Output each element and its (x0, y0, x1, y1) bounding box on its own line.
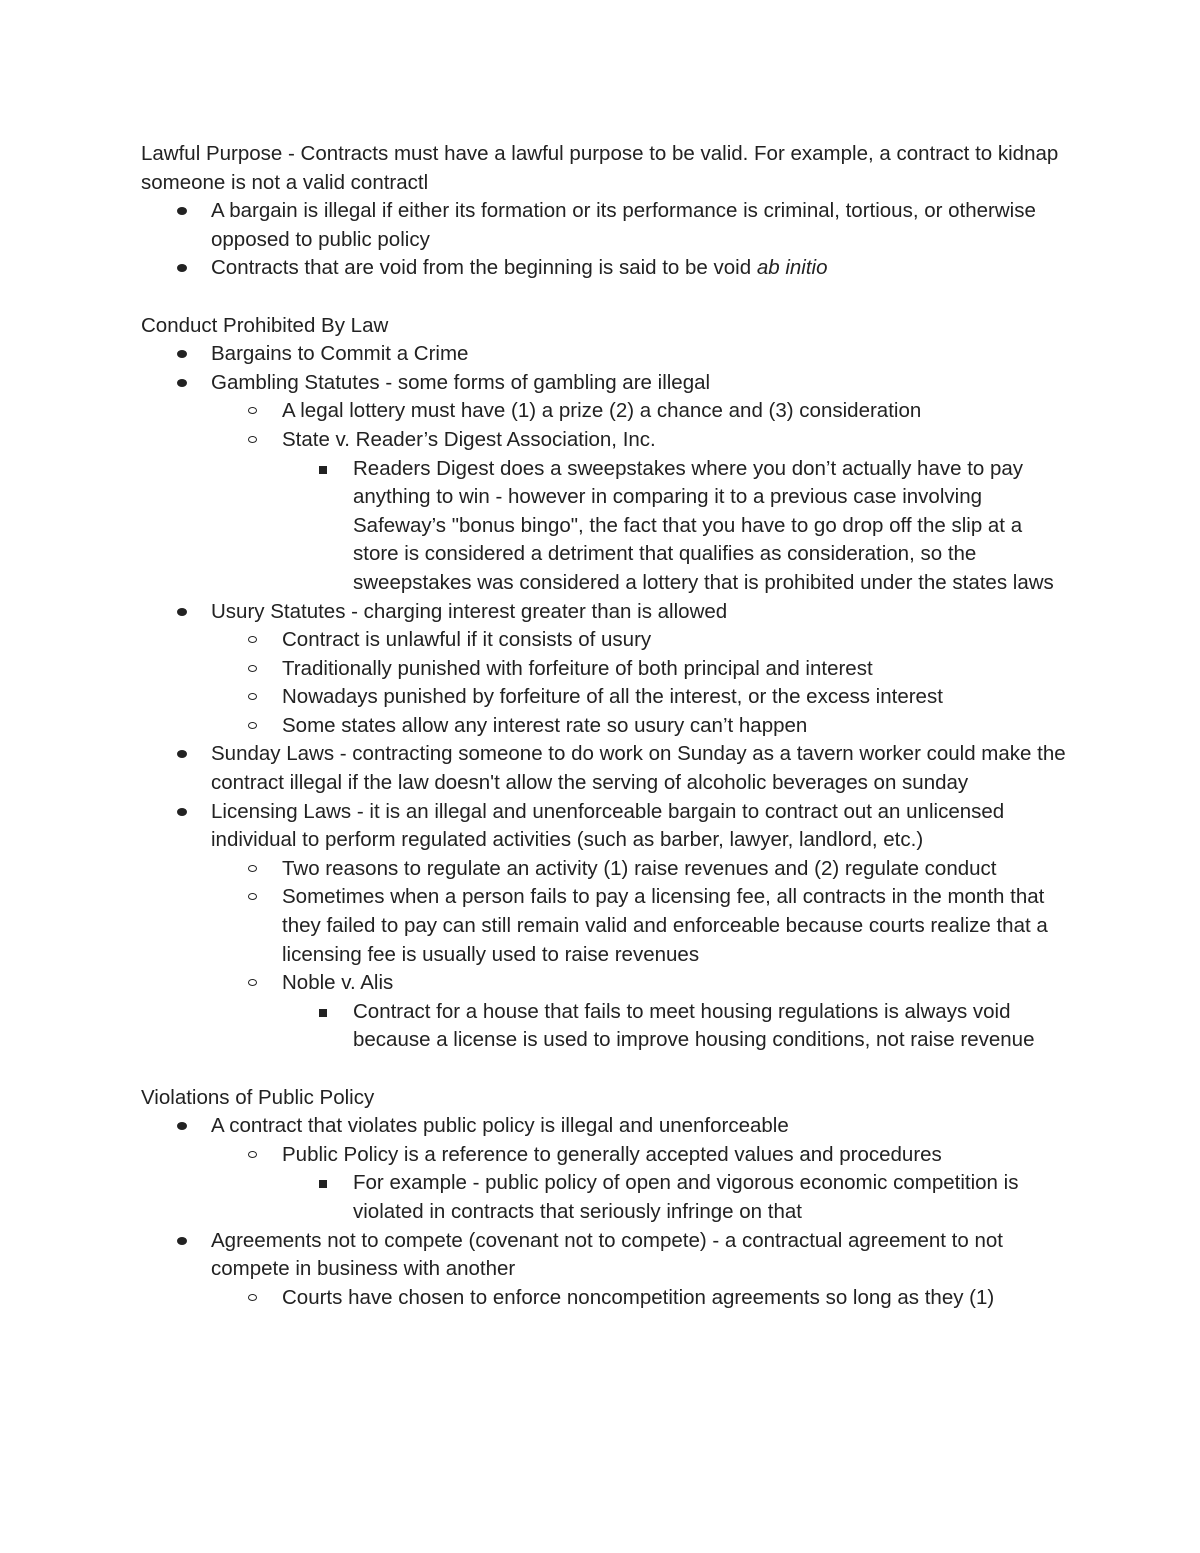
bullet-circle-icon (248, 893, 257, 900)
case2-sublist (141, 998, 1071, 1055)
list-item-text: Contracts that are void from the beginning is said to be void (211, 256, 757, 280)
bullet-circle-icon (248, 722, 257, 729)
bullet-circle-icon (248, 665, 257, 672)
bullet-circle-icon (248, 865, 257, 872)
bullet-square-icon (319, 1180, 327, 1188)
section-heading-conduct: Conduct Prohibited By Law (141, 313, 389, 337)
bullet-disc-icon (177, 264, 187, 272)
list-item (141, 655, 1071, 684)
list-item (141, 397, 1071, 426)
list-item-text: A legal lottery must have (1) a prize (2) a chance and (3) consideration (282, 399, 922, 423)
spacer (141, 283, 1071, 312)
section-heading-policy: Violations of Public Policy (141, 1085, 375, 1109)
bullet-disc-icon (177, 608, 187, 616)
list-item (141, 1112, 1071, 1141)
list-item-text: A bargain is illegal if either its formation or its performance is criminal, tortious, or otherwise opposed to public policy (211, 199, 1036, 251)
list-item (141, 426, 1071, 455)
list-item (141, 626, 1071, 655)
lawful-purpose-list (141, 197, 1071, 283)
list-item (141, 969, 1071, 998)
noncompete-list (141, 1227, 1071, 1284)
list-item-text: Nowadays punished by forfeiture of all the interest, or the excess interest (282, 685, 943, 709)
list-item (141, 1227, 1071, 1284)
case1-sublist (141, 455, 1071, 598)
bullet-circle-icon (248, 636, 257, 643)
list-item-text: Bargains to Commit a Crime (211, 342, 469, 366)
noncompete-sublist (141, 1284, 1071, 1313)
list-item (141, 197, 1071, 254)
gambling-sublist (141, 397, 1071, 454)
bullet-disc-icon (177, 207, 187, 215)
list-item-text: Public Policy is a reference to generally accepted values and procedures (282, 1142, 942, 1166)
policy-sublist (141, 1141, 1071, 1170)
spacer (141, 1055, 1071, 1084)
list-item (141, 254, 1071, 283)
list-item (141, 455, 1071, 598)
list-item (141, 369, 1071, 398)
list-item (141, 340, 1071, 369)
licensing-sublist (141, 855, 1071, 998)
list-item-text: Contract for a house that fails to meet housing regulations is always void because a license is used to improve housing conditions, not raise revenue (353, 999, 1035, 1052)
bullet-circle-icon (248, 1151, 257, 1158)
list-item-text: Licensing Laws - it is an illegal and unenforceable bargain to contract out an unlicensed individual to perform regulated activities (such as barber, lawyer, landlord, etc.) (211, 799, 1005, 852)
policy-list (141, 1112, 1071, 1141)
case-name: State v. Reader’s Digest Association, Inc. (282, 427, 656, 451)
list-item-text: Contract is unlawful if it consists of usury (282, 628, 652, 652)
document-body (141, 140, 1071, 1312)
list-item-text: Agreements not to compete (covenant not to compete) - a contractual agreement to not compete in business with another (211, 1228, 1003, 1281)
bullet-circle-icon (248, 407, 257, 414)
bullet-disc-icon (177, 808, 187, 816)
list-item (141, 1169, 1071, 1226)
bullet-circle-icon (248, 693, 257, 700)
bullet-disc-icon (177, 1237, 187, 1245)
case-name: Noble v. Alis (282, 971, 394, 995)
list-item-text: A contract that violates public policy is illegal and unenforceable (211, 1114, 789, 1138)
list-item (141, 683, 1071, 712)
list-item-text: For example - public policy of open and vigorous economic competition is violated in contracts that seriously infringe on that (353, 1171, 1019, 1223)
list-item-text: Gambling Statutes - some forms of gambling are illegal (211, 370, 711, 394)
list-item (141, 712, 1071, 741)
list-item (141, 998, 1071, 1055)
list-item-text: Some states allow any interest rate so usury can’t happen (282, 713, 808, 737)
policy-subsublist (141, 1169, 1071, 1226)
list-item (141, 855, 1071, 884)
lawful-purpose-intro: Lawful Purpose - Contracts must have a lawful purpose to be valid. For example, a contract to kidnap someone is not a valid contractl (141, 142, 1059, 194)
usury-sublist (141, 626, 1071, 740)
bullet-circle-icon (248, 436, 257, 443)
list-item-text: Two reasons to regulate an activity (1) raise revenues and (2) regulate conduct (282, 856, 997, 880)
bullet-square-icon (319, 1009, 327, 1017)
list-item-text: Readers Digest does a sweepstakes where you don’t actually have to pay anything to win - however in comparing it to a previous case involving Safeway’s "bonus bingo", the fact that you have to go drop off the slip at a store is considered a detriment that qualifies as consideration, so the sweepstakes was considered a lottery that is prohibited under the states laws (353, 456, 1054, 594)
conduct-list (141, 340, 1071, 397)
list-item (141, 740, 1071, 797)
bullet-disc-icon (177, 350, 187, 358)
list-item-text: Sunday Laws - contracting someone to do work on Sunday as a tavern worker could make the contract illegal if the law doesn't allow the serving of alcoholic beverages on sunday (211, 742, 1066, 795)
list-item-text: Sometimes when a person fails to pay a licensing fee, all contracts in the month that they failed to pay can still remain valid and enforceable because courts realize that a licensing fee is usually used to raise revenues (282, 885, 1048, 966)
italic-term: ab initio (756, 256, 828, 280)
list-item (141, 598, 1071, 627)
sunday-licensing-list (141, 740, 1071, 854)
bullet-disc-icon (177, 750, 187, 758)
bullet-disc-icon (177, 1122, 187, 1130)
list-item (141, 798, 1071, 855)
list-item (141, 883, 1071, 969)
list-item-text: Usury Statutes - charging interest greater than is allowed (211, 599, 728, 623)
bullet-disc-icon (177, 379, 187, 387)
list-item (141, 1284, 1071, 1313)
bullet-circle-icon (248, 979, 257, 986)
list-item (141, 1141, 1071, 1170)
usury-list (141, 598, 1071, 627)
list-item-text: Traditionally punished with forfeiture of both principal and interest (282, 656, 873, 680)
list-item-text: Courts have chosen to enforce noncompetition agreements so long as they (1) (282, 1285, 995, 1309)
bullet-circle-icon (248, 1294, 257, 1301)
bullet-square-icon (319, 466, 327, 474)
